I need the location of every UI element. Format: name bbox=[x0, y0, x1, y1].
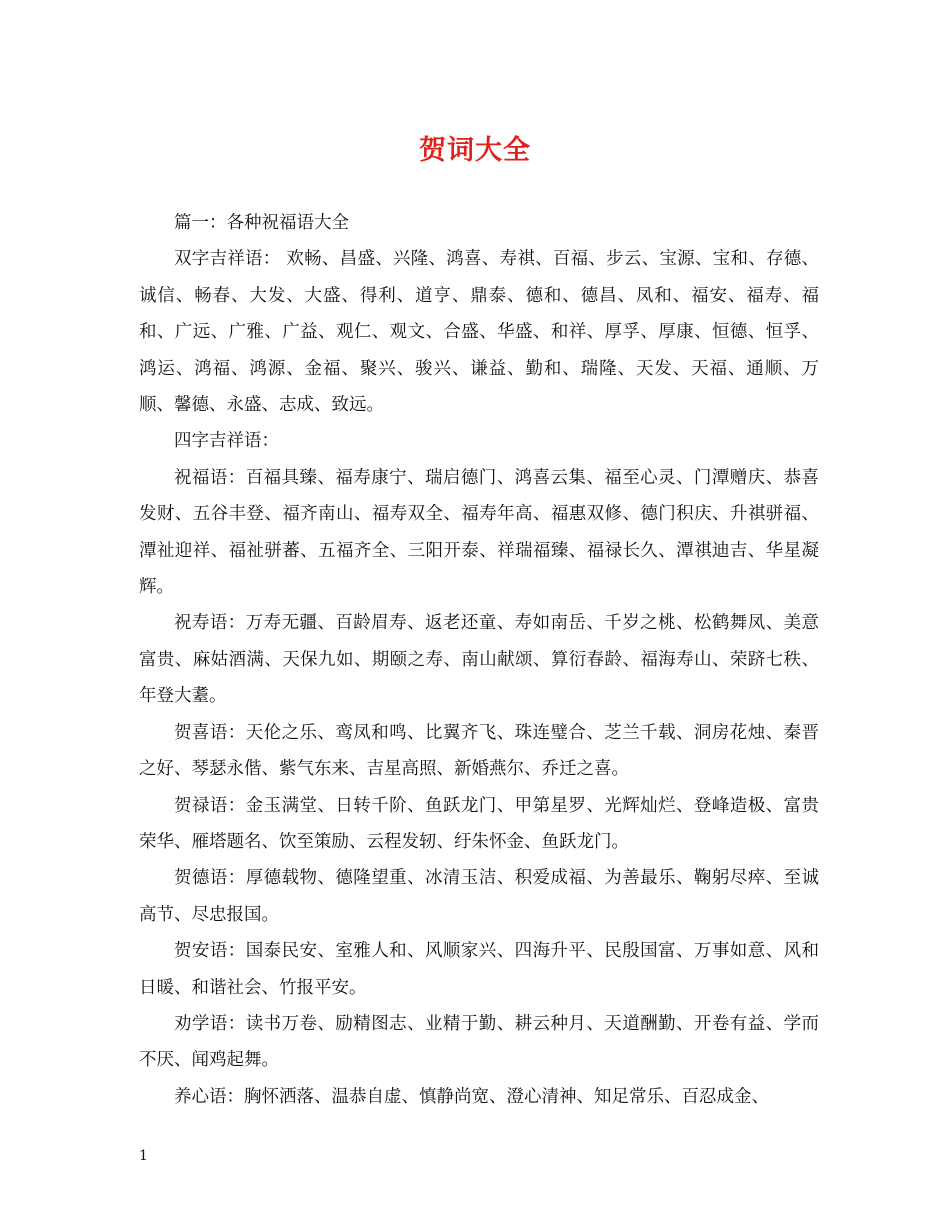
paragraph-prosperity: 贺禄语：金玉满堂、日转千阶、鱼跃龙门、甲第星罗、光辉灿烂、登峰造极、富贵荣华、雁塔题名、饮至策励、云程发轫、纡朱怀金、鱼跃龙门。 bbox=[139, 795, 819, 852]
paragraph-four-char-heading: 四字吉祥语： bbox=[174, 431, 279, 452]
paragraph-mind: 养心语：胸怀洒落、温恭自虚、慎静尚宽、澄心清神、知足常乐、百忍成金、 bbox=[174, 1086, 769, 1107]
paragraph-peace: 贺安语：国泰民安、室雅人和、风顺家兴、四海升平、民殷国富、万事如意、风和日暖、和谐社会、竹报平安。 bbox=[139, 941, 819, 998]
paragraph-blessings: 祝福语：百福具臻、福寿康宁、瑞启德门、鸿喜云集、福至心灵、门潭赠庆、恭喜发财、五谷丰登、福齐南山、福寿双全、福寿年高、福惠双修、德门积庆、升祺骈福、潭祉迎祥、福祉骈蕃、五福齐全、三阳开泰、祥瑞福臻、福禄长久、潭祺迪吉、华星凝辉。 bbox=[139, 467, 819, 598]
paragraph-study: 劝学语：读书万卷、励精图志、业精于勤、耕云种月、天道酬勤、开卷有益、学而不厌、闻鸡起舞。 bbox=[139, 1013, 819, 1071]
paragraph-celebration: 贺喜语：天伦之乐、鸾凤和鸣、比翼齐飞、珠连璧合、芝兰千载、洞房花烛、秦晋之好、琴瑟永偕、紫气东来、吉星高照、新婚燕尔、乔迁之喜。 bbox=[139, 722, 819, 780]
document-body bbox=[139, 205, 819, 1115]
paragraph-two-char-phrases: 双字吉祥语： 欢畅、昌盛、兴隆、鸿喜、寿祺、百福、步云、宝源、宝和、存德、诚信、畅春、大发、大盛、得利、道亨、鼎泰、德和、德昌、凤和、福安、福寿、福和、广远、广雅、广益、观仁、观文、合盛、华盛、和祥、厚孚、厚康、恒德、恒孚、鸿运、鸿福、鸿源、金福、聚兴、骏兴、谦益、勤和、瑞隆、天发、天福、通顺、万顺、馨德、永盛、志成、致远。 bbox=[139, 249, 819, 416]
document-title: 贺词大全 bbox=[419, 135, 531, 166]
paragraph-virtue: 贺德语：厚德载物、德隆望重、冰清玉洁、积爱成福、为善最乐、鞠躬尽瘁、至诚高节、尽忠报国。 bbox=[139, 868, 819, 925]
paragraph-heading: 篇一：各种祝福语大全 bbox=[174, 213, 349, 233]
paragraph-longevity: 祝寿语：万寿无疆、百龄眉寿、返老还童、寿如南岳、千岁之桃、松鹤舞凤、美意富贵、麻姑酒满、天保九如、期颐之寿、南山献颂、算衍春龄、福海寿山、荣跻七秩、年登大耋。 bbox=[139, 613, 819, 707]
page-number: 1 bbox=[139, 1148, 148, 1164]
